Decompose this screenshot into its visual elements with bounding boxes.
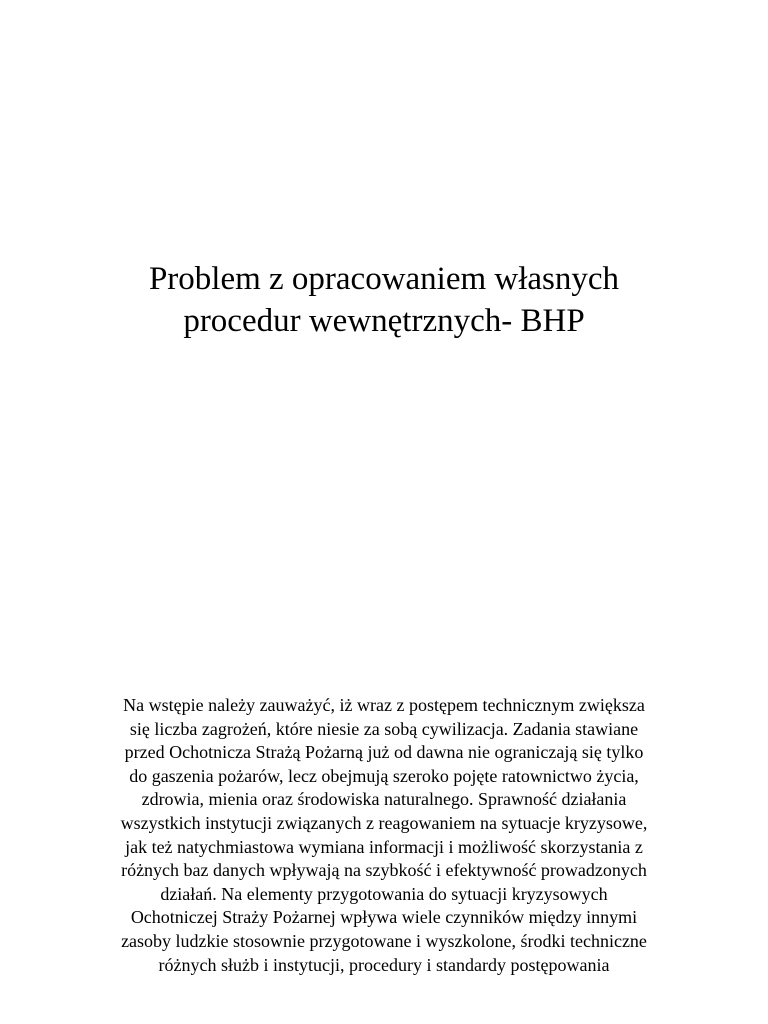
paragraph-line: zasoby ludzkie stosownie przygotowane i wyszkolone, środki techniczne — [121, 930, 647, 951]
paragraph-line: wszystkich instytucji związanych z reagowaniem na sytuacje kryzysowe, — [120, 812, 648, 833]
paragraph-line: jak też natychmiastowa wymiana informacji i możliwość skorzystania z — [125, 836, 643, 857]
title-line: Problem z opracowaniem własnych — [148, 261, 620, 297]
paragraph-line: Ochotniczej Straży Pożarnej wpływa wiele czynników między innymi — [130, 907, 638, 928]
paragraph-line: się liczba zagrożeń, które niesie za sobą cywilizacja. Zadania stawiane — [129, 718, 639, 739]
paragraph-line: przed Ochotnicza Strażą Pożarną już od dawna nie ograniczają się tylko — [124, 742, 644, 763]
paragraph-line: do gaszenia pożarów, lecz obejmują szeroko pojęte ratownictwo życia, — [129, 765, 639, 786]
paragraph-line: Na wstępie należy zauważyć, iż wraz z postępem technicznym zwiększa — [123, 695, 645, 715]
paragraph-line: różnych baz danych wpływają na szybkość i efektywność prowadzonych — [121, 860, 647, 881]
paragraph-line: różnych służb i instytucji, procedury i standardy postępowania — [158, 954, 610, 975]
paragraph-line: zdrowia, mienia oraz środowiska naturalnego. Sprawność działania — [141, 789, 627, 810]
body-paragraph — [40, 694, 728, 977]
document-title — [0, 258, 768, 342]
title-line: procedur wewnętrznych- BHP — [183, 303, 585, 339]
paragraph-line: działań. Na elementy przygotowania do sytuacji kryzysowych — [160, 883, 608, 904]
